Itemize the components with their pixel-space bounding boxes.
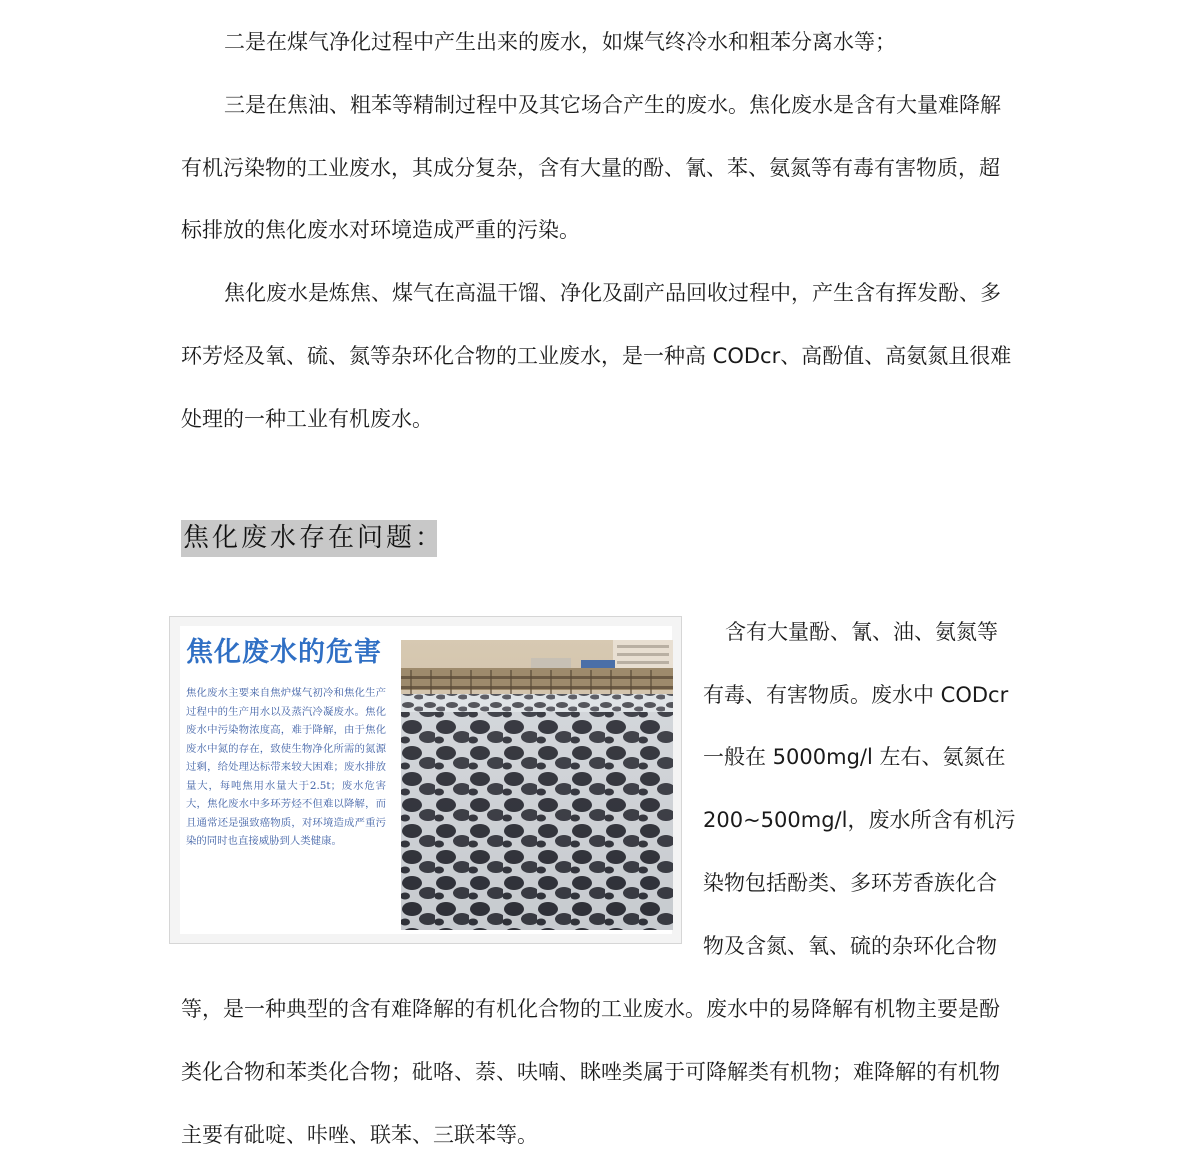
paragraph-line: 处理的一种工业有机废水。 [181,407,433,431]
figure-title: 焦化废水的危害 [186,637,382,668]
paragraph-line: 环芳烃及氧、硫、氮等杂环化合物的工业废水，是一种高 CODcr、高酚值、高氨氮且很难 [181,344,1012,368]
paragraph-line: 焦化废水是炼焦、煤气在高温干馏、净化及副产品回收过程中，产生含有挥发酚、多 [224,281,1001,305]
paragraph-line: 主要有砒啶、咔唑、联苯、三联苯等。 [181,1123,538,1147]
side-text-line: 物及含氮、氧、硫的杂环化合物 [703,934,997,958]
paragraph-line: 二是在煤气净化过程中产生出来的废水，如煤气终冷水和粗苯分离水等； [224,30,896,54]
side-text-line: 一般在 5000mg/l 左右、氨氮在 [703,745,1006,769]
section-heading: 焦化废水存在问题： [181,520,437,557]
side-text-line: 200~500mg/l，废水所含有机污 [703,808,1016,832]
side-text-line: 含有大量酚、氰、油、氨氮等 [725,620,998,644]
side-text-line: 染物包括酚类、多环芳香族化合 [703,871,997,895]
paragraph-line: 等，是一种典型的含有难降解的有机化合物的工业废水。废水中的易降解有机物主要是酚 [181,997,1000,1021]
figure-caption: 焦化废水主要来自焦炉煤气初冷和焦化生产过程中的生产用水以及蒸汽冷凝废水。焦化废水中污染物浓度高，难于降解，由于焦化废水中氮的存在，致使生物净化所需的氮源过剩，给处理达标带来较大困难；废水排放量大，每吨焦用水量大于2.5t；废水危害大，焦化废水中多环芳烃不但难以降解，而且通常还是强致癌物质，对环境造成严重污染的同时也直接威胁到人类健康。 [186,687,386,847]
side-text-line: 有毒、有害物质。废水中 CODcr [703,683,1009,707]
paragraph-line: 三是在焦油、粗苯等精制过程中及其它场合产生的废水。焦化废水是含有大量难降解 [224,93,1001,117]
paragraph-line: 标排放的焦化废水对环境造成严重的污染。 [181,218,580,242]
figure-coking-wastewater [169,616,682,944]
paragraph-line: 类化合物和苯类化合物；砒咯、萘、呋喃、眯唑类属于可降解类有机物；难降解的有机物 [181,1060,1000,1084]
paragraph-line: 有机污染物的工业废水，其成分复杂，含有大量的酚、氰、苯、氨氮等有毒有害物质，超 [181,156,1000,180]
figure-panel [180,626,672,934]
wastewater-tank-photo [401,640,673,930]
